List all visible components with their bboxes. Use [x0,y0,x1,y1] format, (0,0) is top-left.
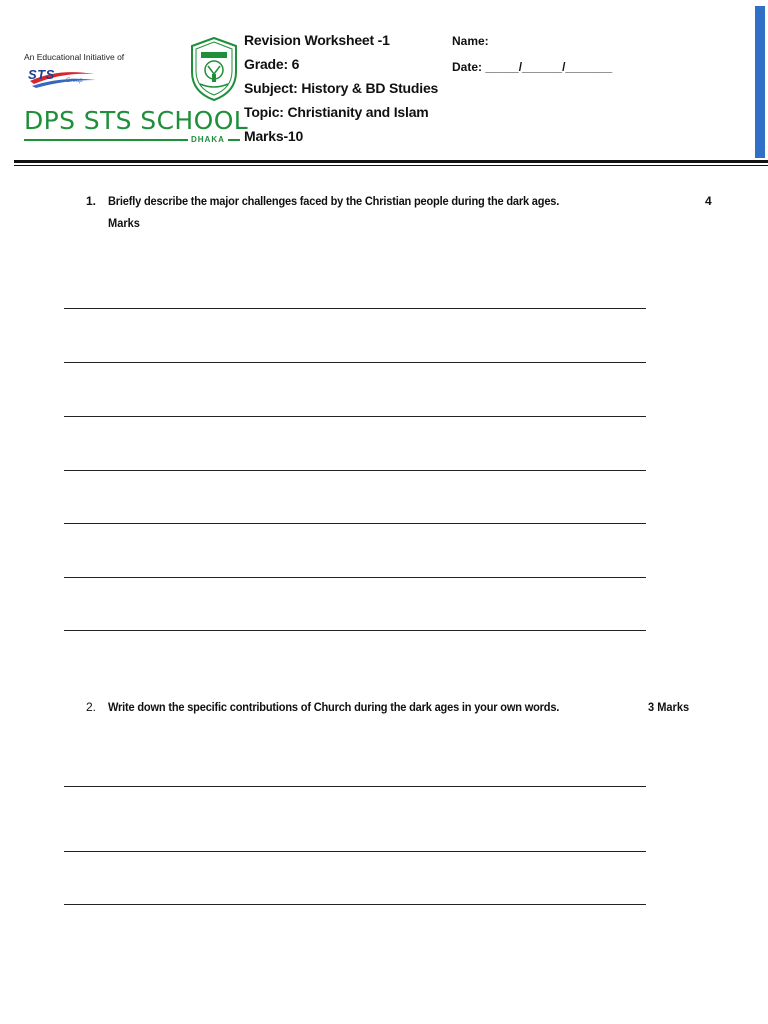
topic-label: Topic: Christianity and Islam [244,104,429,120]
subject-label: Subject: History & BD Studies [244,80,439,96]
grade-label: Grade: 6 [244,56,300,72]
group-suffix: Group [66,78,83,84]
answer-line[interactable] [64,904,646,905]
answer-line[interactable] [64,630,646,631]
answer-line[interactable] [64,577,646,578]
worksheet-title: Revision Worksheet -1 [244,32,390,48]
question-1-marks-value: 4 [705,194,712,208]
name-label: Name: [452,34,489,48]
answer-line[interactable] [64,851,646,852]
group-wordmark: STS [28,67,55,82]
question-2-marks: 3 Marks [648,700,690,714]
marks-label: Marks-10 [244,128,304,144]
header-rule [14,160,768,163]
answer-line[interactable] [64,362,646,363]
accent-bar [755,6,765,158]
question-1-text: Briefly describe the major challenges faced by the Christian people during the dark ages. [108,194,560,208]
question-1-marks-word: Marks [108,216,140,230]
header-rule-thin [14,165,768,166]
answer-line[interactable] [64,470,646,471]
answer-line[interactable] [64,416,646,417]
school-city: DHAKA [188,135,228,144]
question-2-number: 2. [86,700,97,714]
answer-line[interactable] [64,308,646,309]
school-name: DPS STS SCHOOL [24,106,249,135]
school-crest-icon [188,36,240,102]
answer-line[interactable] [64,786,646,787]
question-1-number: 1. [86,194,97,208]
answer-line[interactable] [64,523,646,524]
question-2-text: Write down the specific contributions of Church during the dark ages in your own words. [108,700,560,714]
worksheet-header [244,28,438,148]
student-info [452,28,612,80]
initiative-text: An Educational Initiative of [24,52,125,62]
date-label: Date: _____/______/_______ [452,60,613,74]
